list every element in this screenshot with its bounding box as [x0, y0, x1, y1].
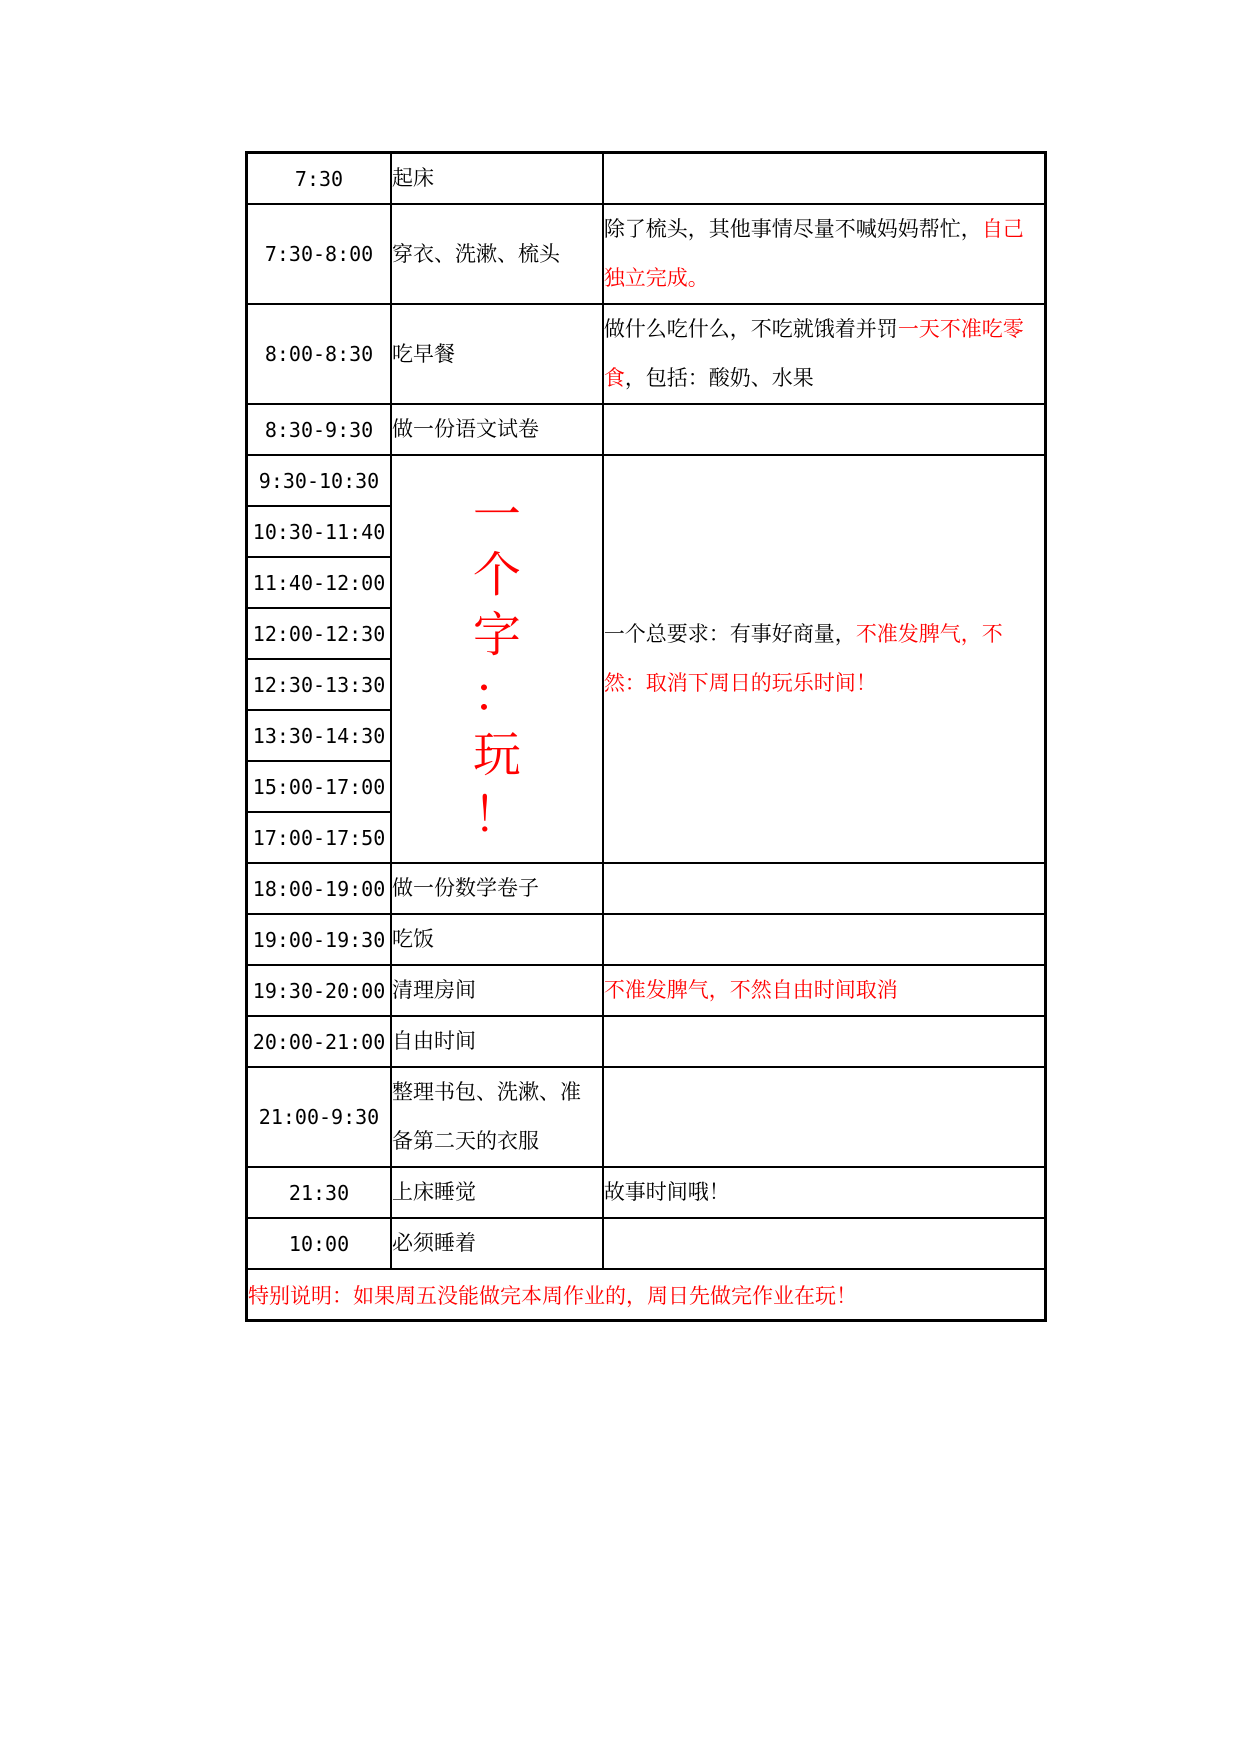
- time-cell: 19:30-20:00: [247, 965, 392, 1016]
- footer-row: [247, 1269, 1046, 1321]
- task-cell: 吃饭: [391, 914, 603, 965]
- note-cell: 不准发脾气，不然自由时间取消: [603, 965, 1046, 1016]
- schedule-row: [247, 153, 1046, 205]
- schedule-row: [247, 1218, 1046, 1269]
- task-cell: 清理房间: [391, 965, 603, 1016]
- banner-char: 一: [472, 487, 521, 543]
- daily-schedule-table: [245, 151, 1047, 1322]
- note-text: 除了梳头，其他事情尽量不喊妈妈帮忙，: [603, 217, 982, 241]
- time-cell: 8:00-8:30: [247, 304, 392, 404]
- note-cell: [603, 304, 1046, 404]
- note-cell: [603, 863, 1046, 914]
- note-cell: [603, 1016, 1046, 1067]
- time-cell: 8:30-9:30: [247, 404, 392, 455]
- banner-char: ：: [472, 667, 521, 723]
- schedule-row: [247, 404, 1046, 455]
- task-cell: 必须睡着: [391, 1218, 603, 1269]
- time-cell: 13:30-14:30: [247, 710, 392, 761]
- note-cell: [603, 153, 1046, 205]
- task-cell: 起床: [391, 153, 603, 205]
- task-cell: 做一份数学卷子: [391, 863, 603, 914]
- play-banner-cell: [391, 455, 603, 863]
- banner-char: ！: [472, 787, 521, 843]
- schedule-row: [247, 1016, 1046, 1067]
- note-text: 一个总要求：有事好商量，: [603, 622, 856, 646]
- time-cell: 18:00-19:00: [247, 863, 392, 914]
- banner-char: 玩: [472, 727, 521, 783]
- task-cell: 穿衣、洗漱、梳头: [391, 204, 603, 304]
- time-cell: 11:40-12:00: [247, 557, 392, 608]
- time-cell: 7:30: [247, 153, 392, 205]
- time-cell: 19:00-19:30: [247, 914, 392, 965]
- banner-char: 字: [472, 607, 521, 663]
- note-cell: 故事时间哦！: [603, 1167, 1046, 1218]
- time-cell: 9:30-10:30: [247, 455, 392, 506]
- note-highlight: 一天不准吃零食: [603, 317, 1024, 390]
- schedule-row: [247, 455, 1046, 506]
- task-cell: 做一份语文试卷: [391, 404, 603, 455]
- task-cell: 上床睡觉: [391, 1167, 603, 1218]
- time-cell: 17:00-17:50: [247, 812, 392, 863]
- schedule-row: [247, 204, 1046, 304]
- task-cell: 吃早餐: [391, 304, 603, 404]
- schedule-row: [247, 863, 1046, 914]
- special-note: 特别说明：如果周五没能做完本周作业的，周日先做完作业在玩！: [247, 1269, 1046, 1321]
- time-cell: 12:00-12:30: [247, 608, 392, 659]
- task-cell: 自由时间: [391, 1016, 603, 1067]
- general-rule-cell: [603, 455, 1046, 863]
- schedule-row: [247, 1067, 1046, 1167]
- task-cell: 整理书包、洗漱、准备第二天的衣服: [391, 1067, 603, 1167]
- time-cell: 20:00-21:00: [247, 1016, 392, 1067]
- time-cell: 12:30-13:30: [247, 659, 392, 710]
- time-cell: 15:00-17:00: [247, 761, 392, 812]
- time-cell: 7:30-8:00: [247, 204, 392, 304]
- note-text: 做什么吃什么，不吃就饿着并罚: [603, 317, 898, 341]
- note-cell: [603, 404, 1046, 455]
- time-cell: 21:00-9:30: [247, 1067, 392, 1167]
- note-text: ，包括：酸奶、水果: [624, 366, 814, 390]
- banner-char: 个: [472, 547, 521, 603]
- note-highlight: 自己独立完成。: [603, 217, 1024, 290]
- note-cell: [603, 1067, 1046, 1167]
- note-highlight: 不准发脾气，不然：取消下周日的玩乐时间！: [603, 622, 1003, 695]
- note-cell: [603, 1218, 1046, 1269]
- time-cell: 10:30-11:40: [247, 506, 392, 557]
- schedule-row: [247, 1167, 1046, 1218]
- schedule-row: [247, 965, 1046, 1016]
- note-cell: [603, 914, 1046, 965]
- time-cell: 21:30: [247, 1167, 392, 1218]
- schedule-row: [247, 914, 1046, 965]
- schedule-row: [247, 304, 1046, 404]
- note-cell: [603, 204, 1046, 304]
- time-cell: 10:00: [247, 1218, 392, 1269]
